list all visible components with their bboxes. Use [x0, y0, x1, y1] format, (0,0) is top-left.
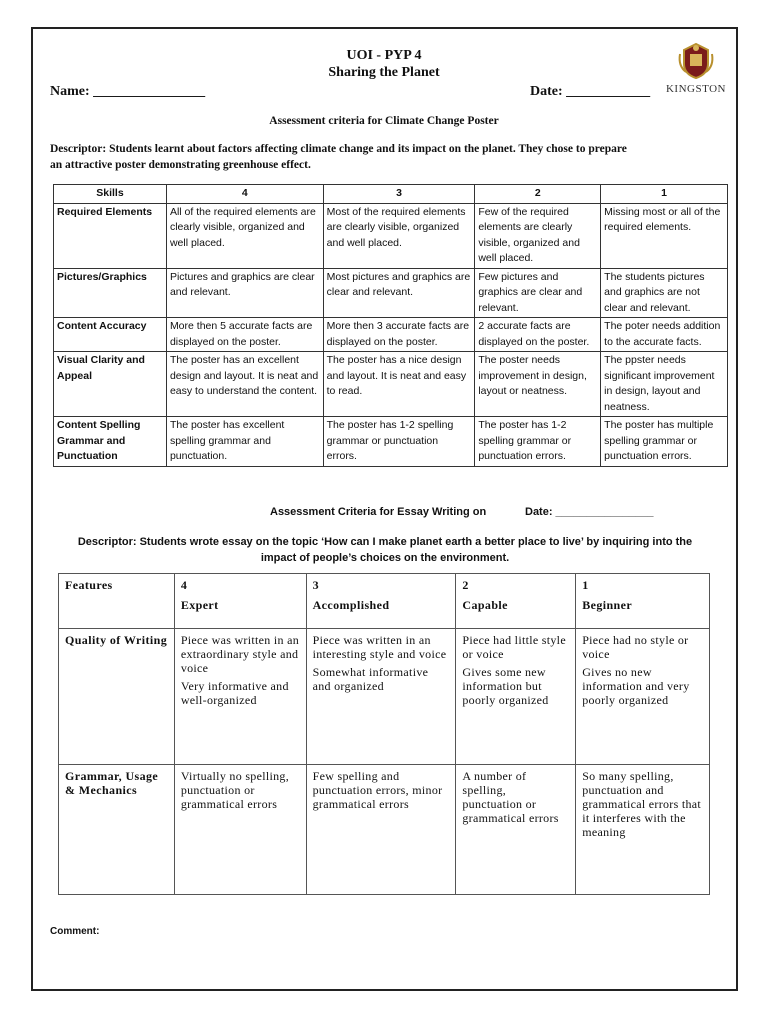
- table-cell: The poter needs addition to the accurate facts.: [601, 318, 728, 352]
- essay-date-label: Date: ________________: [525, 506, 654, 518]
- column-header: 3: [323, 185, 475, 204]
- table-cell: More then 5 accurate facts are displayed on the poster.: [166, 318, 323, 352]
- name-field-label: Name: ________________: [50, 84, 206, 99]
- table-row: [54, 318, 728, 352]
- table-cell: Missing most or all of the required elements.: [601, 203, 728, 268]
- column-header: 4: [166, 185, 323, 204]
- skill-cell: Visual Clarity and Appeal: [54, 352, 167, 417]
- table-cell: The ppster needs significant improvement in design, layout and neatness.: [601, 352, 728, 417]
- feature-cell: Grammar, Usage & Mechanics: [59, 765, 175, 895]
- table-cell: Most pictures and graphics are clear and relevant.: [323, 268, 475, 318]
- table-cell: Few pictures and graphics are clear and relevant.: [475, 268, 601, 318]
- essay-rubric-table: [58, 573, 710, 895]
- feature-cell: Quality of Writing: [59, 629, 175, 765]
- table-cell: Few spelling and punctuation errors, minor grammatical errors: [306, 765, 456, 895]
- skill-cell: Content Spelling Grammar and Punctuation: [54, 417, 167, 467]
- column-header: Features: [59, 574, 175, 629]
- school-logo: [660, 40, 732, 98]
- table-cell: 2 accurate facts are displayed on the poster.: [475, 318, 601, 352]
- table-cell: The poster has 1-2 spelling grammar or punctuation errors.: [475, 417, 601, 467]
- table-cell: The poster has an excellent design and layout. It is neat and easy to understand the content.: [166, 352, 323, 417]
- column-header: 2: [475, 185, 601, 204]
- skill-cell: Required Elements: [54, 203, 167, 268]
- crest-icon: [676, 40, 716, 80]
- table-cell: The poster has 1-2 spelling grammar or punctuation errors.: [323, 417, 475, 467]
- comment-label: Comment:: [50, 926, 100, 937]
- table-cell: Few of the required elements are clearly visible, organized and well placed.: [475, 203, 601, 268]
- table-row: [59, 765, 710, 895]
- table-cell: The poster has a nice design and layout. It is neat and easy to read.: [323, 352, 475, 417]
- table-cell: Piece had no style or voice Gives no new information and very poorly organized: [576, 629, 710, 765]
- table-cell: The poster needs improvement in design, layout or neatness.: [475, 352, 601, 417]
- column-header: 1 Beginner: [576, 574, 710, 629]
- table-cell: Pictures and graphics are clear and relevant.: [166, 268, 323, 318]
- column-header: 4 Expert: [174, 574, 306, 629]
- column-header: 1: [601, 185, 728, 204]
- table-cell: All of the required elements are clearly visible, organized and well placed.: [166, 203, 323, 268]
- skill-cell: Content Accuracy: [54, 318, 167, 352]
- table-row: [54, 417, 728, 467]
- table-cell: The poster has excellent spelling grammar and punctuation.: [166, 417, 323, 467]
- table-row: [54, 203, 728, 268]
- table-cell: So many spelling, punctuation and grammatical errors that it interferes with the meaning: [576, 765, 710, 895]
- table-cell: Piece was written in an extraordinary style and voice Very informative and well-organized: [174, 629, 306, 765]
- table-cell: The poster has multiple spelling grammar or punctuation errors.: [601, 417, 728, 467]
- logo-wordmark: KINGSTON: [665, 83, 727, 95]
- date-field-label: Date: ____________: [530, 84, 651, 99]
- page-subtitle: Sharing the Planet: [328, 65, 440, 80]
- essay-descriptor: Descriptor: Students wrote essay on the topic ‘How can I make planet earth a better place to live’ by inquiring into the impact of people’s choices on the environment.: [77, 536, 693, 564]
- poster-criteria-title: Assessment criteria for Climate Change Poster: [269, 115, 499, 127]
- column-header: Skills: [54, 185, 167, 204]
- table-row: [54, 352, 728, 417]
- column-header: 2 Capable: [456, 574, 576, 629]
- table-cell: Most of the required elements are clearly visible, organized and well placed.: [323, 203, 475, 268]
- table-row: [59, 629, 710, 765]
- table-cell: A number of spelling, punctuation or grammatical errors: [456, 765, 576, 895]
- table-cell: The students pictures and graphics are not clear and relevant.: [601, 268, 728, 318]
- table-cell: Piece had little style or voice Gives some new information but poorly organized: [456, 629, 576, 765]
- column-header: 3 Accomplished: [306, 574, 456, 629]
- poster-rubric-table: [53, 184, 728, 467]
- table-cell: More then 3 accurate facts are displayed on the poster.: [323, 318, 475, 352]
- essay-criteria-title: Assessment Criteria for Essay Writing on: [270, 506, 487, 518]
- poster-descriptor: Descriptor: Students learnt about factors affecting climate change and its impact on the planet. They chose to prepare an attractive poster demonstrating greenhouse effect.: [50, 143, 627, 171]
- skill-cell: Pictures/Graphics: [54, 268, 167, 318]
- table-cell: Virtually no spelling, punctuation or grammatical errors: [174, 765, 306, 895]
- table-row: [54, 268, 728, 318]
- page-title: UOI - PYP 4: [346, 48, 422, 63]
- table-cell: Piece was written in an interesting style and voice Somewhat informative and organized: [306, 629, 456, 765]
